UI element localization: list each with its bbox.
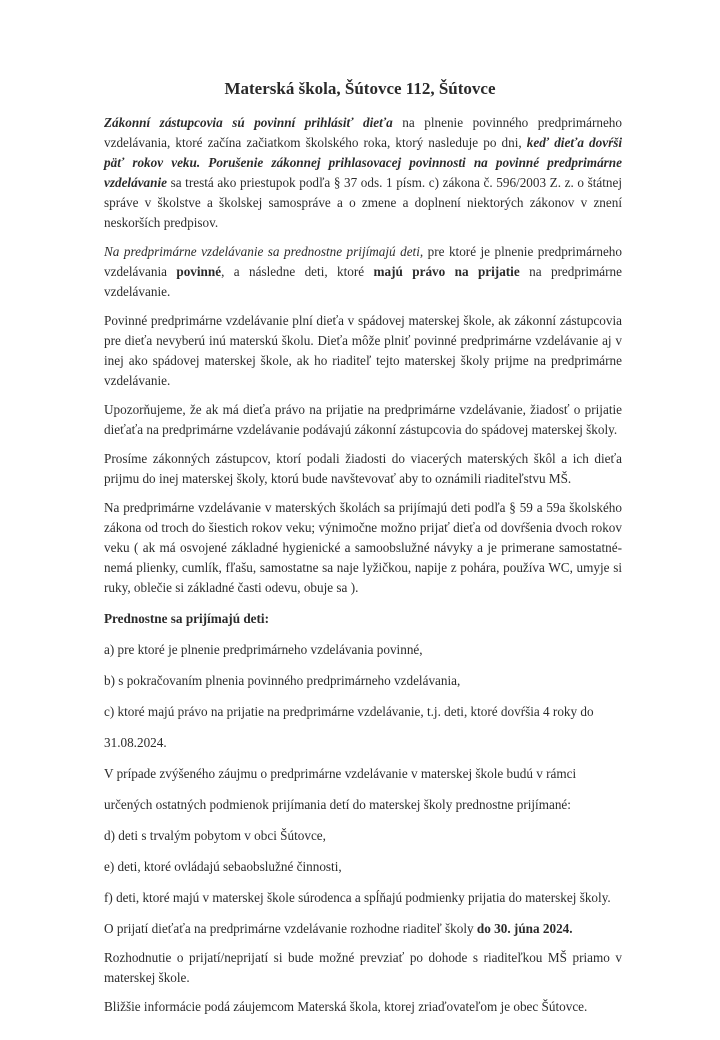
bold-text: majú právo na prijatie <box>373 264 520 279</box>
paragraph-increased-interest-line2: určených ostatných podmienok prijímania detí do materskej školy prednostne prijímané: <box>104 797 571 812</box>
body-text: , a následne deti, ktoré <box>221 264 374 279</box>
paragraph-decision-date <box>104 919 622 939</box>
document-title: Materská škola, Šútovce 112, Šútovce <box>224 79 496 98</box>
document-body <box>104 113 622 1017</box>
list-item-b: b) s pokračovaním plnenia povinného predprimárneho vzdelávania, <box>104 673 461 688</box>
body-text: pre ktoré je plnenie predprimárneho vzdelávania <box>104 244 622 279</box>
body-text: na plnenie povinného predprimárneho vzdelávania, ktoré začína začiatkom školského roka, ktorý nasleduje po dni, <box>104 115 622 150</box>
list-item-c-date: 31.08.2024. <box>104 735 167 750</box>
italic-text: Na predprimárne vzdelávanie sa prednostne prijímajú deti, <box>104 244 424 259</box>
section-heading: Prednostne sa prijímajú deti: <box>104 611 269 626</box>
list-item-e: e) deti, ktoré ovládajú sebaobslužné činnosti, <box>104 859 342 874</box>
paragraph-priority-admission <box>104 242 622 302</box>
paragraph-catchment-school: Povinné predprimárne vzdelávanie plní dieťa v spádovej materskej škole, ak zákonní zástupcovia pre dieťa nevyberú inú materskú školu. Dieťa môže plniť povinné predprimárne vzdelávanie aj v inej ako spádovej materskej škole, ak ho riaditeľ tejto materskej školy prijme na predprimárne vzdelávanie. <box>104 313 622 388</box>
paragraph-decision-pickup: Rozhodnutie o prijatí/neprijatí si bude možné prevziať po dohode s riaditeľkou MŠ priamo v materskej škole. <box>104 950 622 985</box>
list-item-a: a) pre ktoré je plnenie predprimárneho vzdelávania povinné, <box>104 642 423 657</box>
paragraph-age-conditions: Na predprimárne vzdelávanie v materských školách sa prijímajú deti podľa § 59 a 59a školského zákona od troch do šiestich rokov veku; výnimočne možno prijať dieťa od dovŕšenia dvoch rokov veku ( ak má osvojené základné hygienické a samoobslužné návyky a je primerane samostatné- nemá plienky, cumlík, fľašu, samostatne sa naje lyžičkou, napije z pohára, používa WC, umyje si ruky, oblečie si základné časti odevu, obuje sa ). <box>104 500 622 595</box>
body-text: sa trestá ako priestupok podľa § 37 ods. 1 písm. c) zákona č. 596/2003 Z. z. o štátnej správe v školstve a školskej samospráve a o zmene a doplnení niektorých zákonov v znení neskorších predpisov. <box>104 175 622 230</box>
body-text: O prijatí dieťaťa na predprimárne vzdelávanie rozhodne riaditeľ školy <box>104 921 477 936</box>
emphasis-text: Porušenie zákonnej prihlasovacej povinnosti na povinné predprimárne vzdelávanie <box>104 155 622 190</box>
list-item-c: c) ktoré majú právo na prijatie na predprimárne vzdelávanie, t.j. deti, ktoré dovŕšia 4 roky do <box>104 704 594 719</box>
emphasis-text: keď dieťa dovŕši päť rokov veku. <box>104 135 623 170</box>
body-text: na predprimárne vzdelávanie. <box>104 264 622 299</box>
paragraph-request: Prosíme zákonných zástupcov, ktorí podali žiadosti do viacerých materských škôl a ich dieťa prijmu do inej materskej školy, ktorú bude navštevovať aby to oznámili riaditeľstvu MŠ. <box>104 451 622 486</box>
paragraph-notice: Upozorňujeme, že ak má dieťa právo na prijatie na predprimárne vzdelávanie, žiadosť o prijatie dieťaťa na predprimárne vzdelávanie podávajú zákonní zástupcovia do spádovej materskej školy. <box>104 402 622 437</box>
list-item-d: d) deti s trvalým pobytom v obci Šútovce, <box>104 828 326 843</box>
paragraph-increased-interest-line1: V prípade zvýšeného záujmu o predprimárne vzdelávanie v materskej škole budú v rámci <box>104 766 577 781</box>
bold-text: do 30. júna 2024. <box>476 921 573 936</box>
bold-text: povinné <box>176 264 222 279</box>
paragraph-more-info: Bližšie informácie podá záujemcom Materská škola, ktorej zriaďovateľom je obec Šútovce. <box>104 999 588 1014</box>
list-item-f: f) deti, ktoré majú v materskej škole súrodenca a spĺňajú podmienky prijatia do materskej školy. <box>104 890 611 905</box>
paragraph-registration-duty <box>104 113 622 233</box>
emphasis-text: Zákonní zástupcovia sú povinní prihlásiť dieťa <box>104 115 393 130</box>
